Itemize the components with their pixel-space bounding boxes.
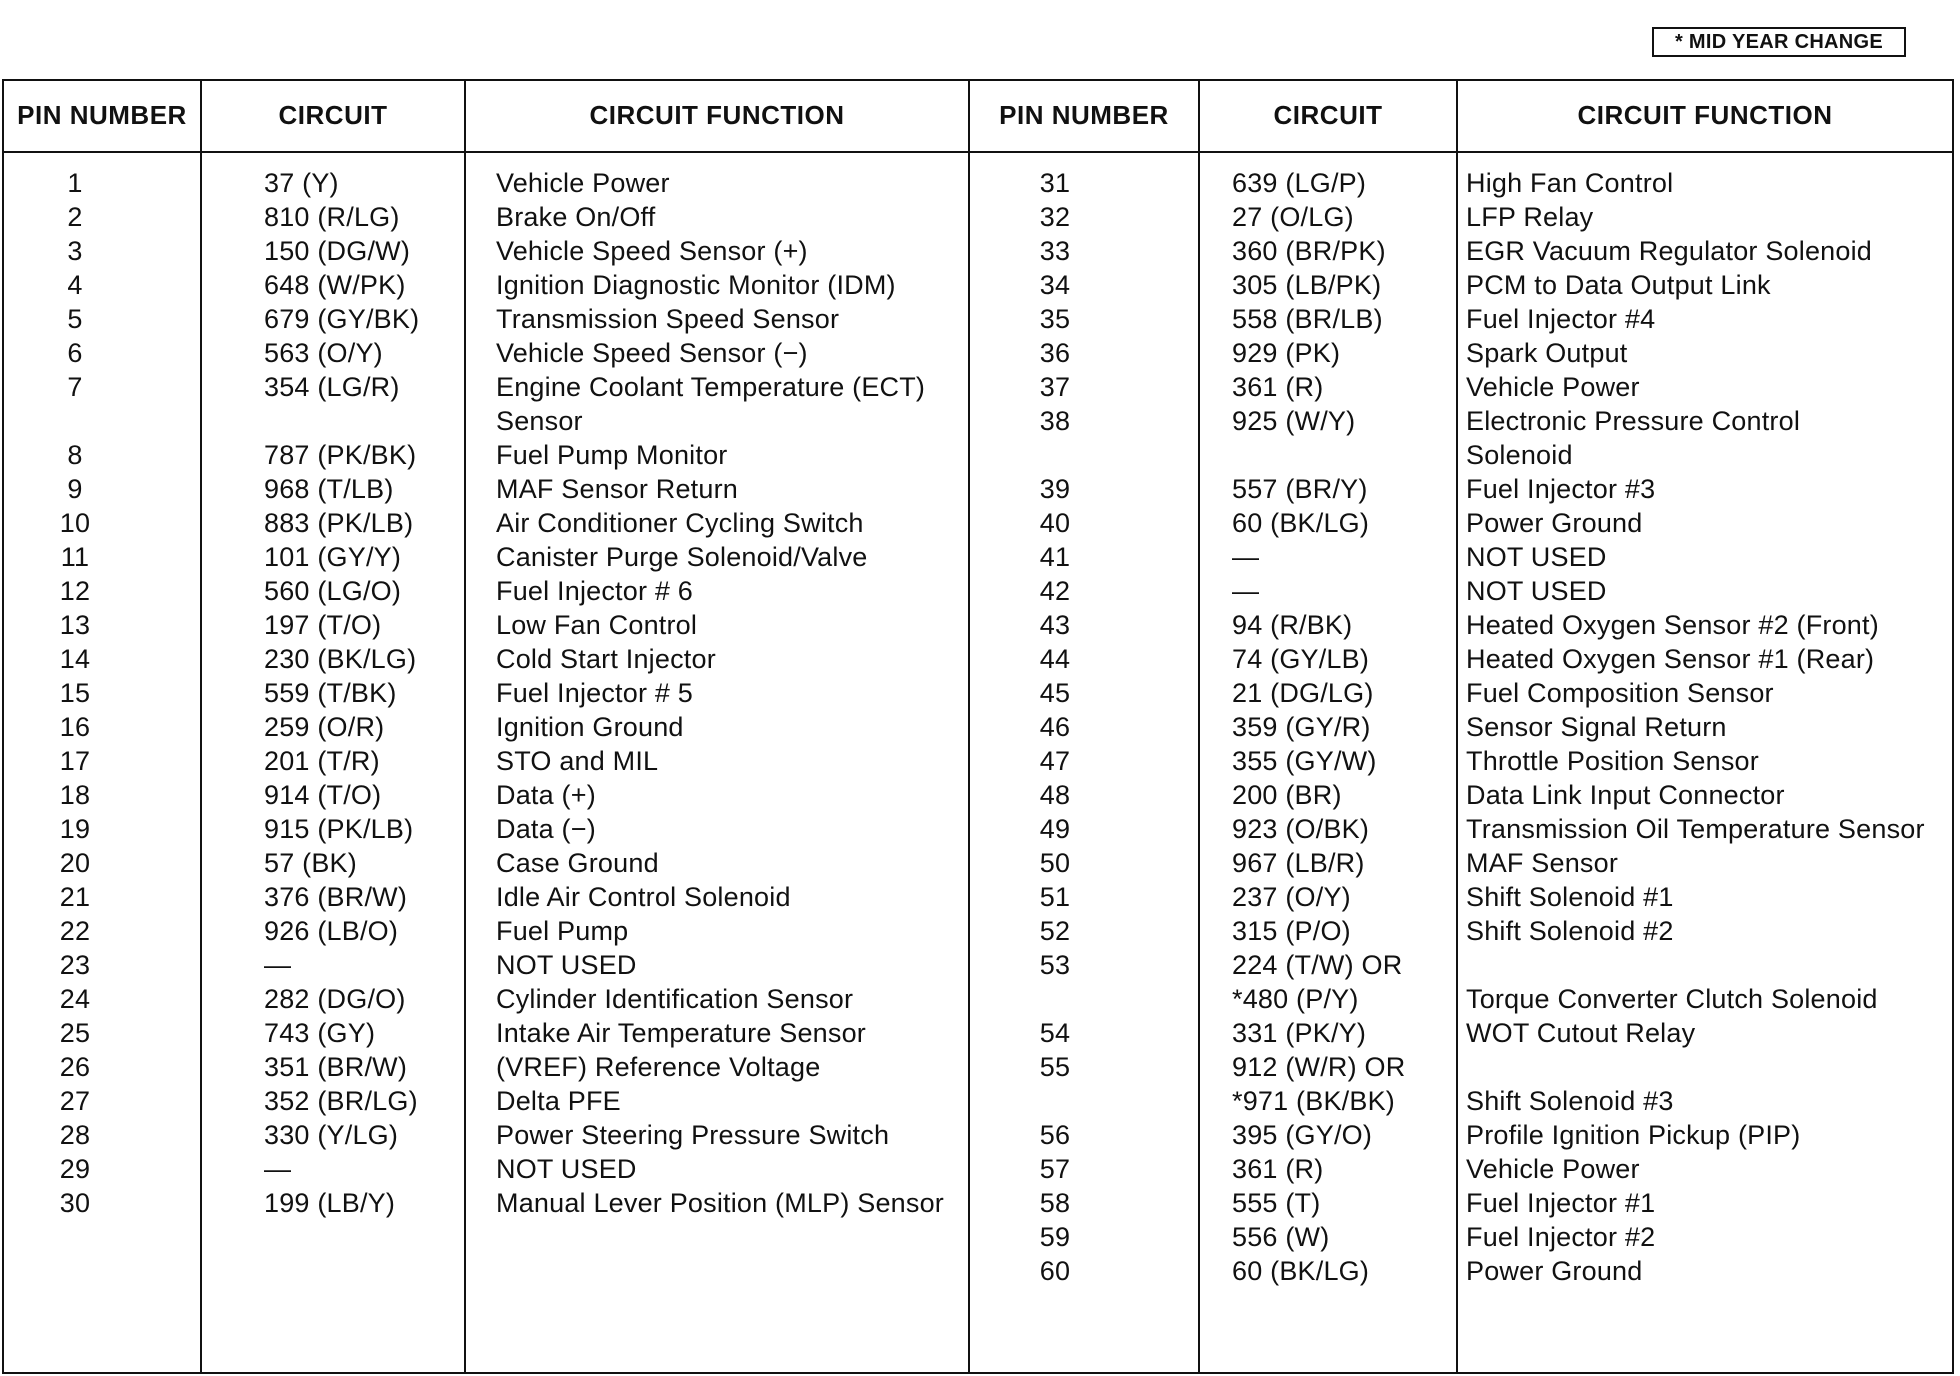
pin-number-cell: 26 (59, 1052, 91, 1082)
circuit-cell: 352 (BR/LG) (264, 1086, 418, 1116)
circuit-function-cell: MAF Sensor Return (496, 474, 738, 504)
pin-number-cell: 9 (67, 474, 83, 504)
circuit-function-cell: Case Ground (496, 848, 659, 878)
circuit-cell: 57 (BK) (264, 848, 357, 878)
pin-number-cell: 59 (1039, 1222, 1071, 1252)
circuit-cell: 94 (R/BK) (1232, 610, 1353, 640)
pin-number-cell: 50 (1039, 848, 1071, 878)
circuit-cell: 101 (GY/Y) (264, 542, 402, 572)
circuit-cell: 201 (T/R) (264, 746, 380, 776)
circuit-function-cell: Transmission Speed Sensor (496, 304, 840, 334)
circuit-cell (1232, 438, 1447, 472)
pin-number-cell: 22 (59, 916, 91, 946)
circuit-cell: 21 (DG/LG) (1232, 678, 1374, 708)
left-circuit-column (264, 166, 454, 1220)
circuit-cell: 967 (LB/R) (1232, 848, 1365, 878)
pin-number-cell: 40 (1039, 508, 1071, 538)
pin-number-cell: 38 (1039, 406, 1071, 436)
circuit-function-cell: Spark Output (1466, 338, 1628, 368)
circuit-cell: 558 (BR/LB) (1232, 304, 1383, 334)
circuit-function-cell: Torque Converter Clutch Solenoid (1466, 984, 1878, 1014)
pin-number-cell: 13 (59, 610, 91, 640)
circuit-cell: 361 (R) (1232, 1154, 1324, 1184)
circuit-function-cell: EGR Vacuum Regulator Solenoid (1466, 236, 1873, 266)
circuit-cell: 355 (GY/W) (1232, 746, 1377, 776)
pin-number-cell: 17 (59, 746, 91, 776)
circuit-cell: 230 (BK/LG) (264, 644, 417, 674)
header-circuit-right: CIRCUIT (1273, 99, 1383, 130)
circuit-function-cell (1466, 1050, 1950, 1084)
circuit-cell: 330 (Y/LG) (264, 1120, 399, 1150)
circuit-cell: 305 (LB/PK) (1232, 270, 1382, 300)
circuit-cell: 926 (LB/O) (264, 916, 399, 946)
circuit-function-cell: Data Link Input Connector (1466, 780, 1785, 810)
circuit-cell: 74 (GY/LB) (1232, 644, 1370, 674)
pin-number-cell: 41 (1039, 542, 1071, 572)
circuit-cell: 351 (BR/W) (264, 1052, 408, 1082)
circuit-function-cell: PCM to Data Output Link (1466, 270, 1771, 300)
circuit-cell: 925 (W/Y) (1232, 406, 1356, 436)
circuit-function-cell: Throttle Position Sensor (1466, 746, 1759, 776)
pin-number-cell: 3 (67, 236, 83, 266)
right-pin-column (1010, 166, 1100, 1288)
pin-number-cell: 6 (67, 338, 83, 368)
pin-number-cell: 12 (59, 576, 91, 606)
circuit-function-cell: Vehicle Power (1466, 372, 1640, 402)
circuit-cell: 331 (PK/Y) (1232, 1018, 1367, 1048)
circuit-cell: 648 (W/PK) (264, 270, 406, 300)
pin-number-cell: 37 (1039, 372, 1071, 402)
circuit-cell: 912 (W/R) OR (1232, 1052, 1406, 1082)
circuit-function-cell: Vehicle Speed Sensor (−) (496, 338, 808, 368)
header-circuit-function-left: CIRCUIT FUNCTION (589, 99, 845, 130)
circuit-function-cell: Electronic Pressure Control (1466, 406, 1801, 436)
circuit-cell: 282 (DG/O) (264, 984, 406, 1014)
pin-number-cell (30, 404, 120, 438)
circuit-cell: 37 (Y) (264, 168, 339, 198)
circuit-function-cell: Fuel Injector #2 (1466, 1222, 1656, 1252)
circuit-function-cell: Fuel Injector # 5 (496, 678, 694, 708)
circuit-cell: 237 (O/Y) (1232, 882, 1351, 912)
circuit-function-cell: Delta PFE (496, 1086, 621, 1116)
circuit-function-cell: Heated Oxygen Sensor #2 (Front) (1466, 610, 1879, 640)
circuit-function-cell: NOT USED (1466, 576, 1607, 606)
pin-number-cell: 47 (1039, 746, 1071, 776)
column-divider (968, 79, 970, 1374)
circuit-function-cell: Fuel Pump (496, 916, 629, 946)
pin-number-cell: 54 (1039, 1018, 1071, 1048)
circuit-function-cell: Brake On/Off (496, 202, 656, 232)
header-circuit-left: CIRCUIT (278, 99, 388, 130)
circuit-function-cell: WOT Cutout Relay (1466, 1018, 1696, 1048)
circuit-cell: — (264, 950, 292, 980)
circuit-cell: 923 (O/BK) (1232, 814, 1370, 844)
circuit-cell: 354 (LG/R) (264, 372, 400, 402)
pin-number-cell: 43 (1039, 610, 1071, 640)
header-divider (2, 151, 1954, 153)
pin-number-cell: 56 (1039, 1120, 1071, 1150)
circuit-cell: 199 (LB/Y) (264, 1188, 396, 1218)
circuit-cell: 259 (O/R) (264, 712, 385, 742)
column-divider (464, 79, 466, 1374)
circuit-function-cell: Fuel Injector # 6 (496, 576, 694, 606)
pin-number-cell: 10 (59, 508, 91, 538)
pin-number-cell: 29 (59, 1154, 91, 1184)
header-circuit-function-right: CIRCUIT FUNCTION (1577, 99, 1833, 130)
pin-number-cell: 16 (59, 712, 91, 742)
pin-number-cell: 45 (1039, 678, 1071, 708)
circuit-function-cell: Data (+) (496, 780, 596, 810)
column-divider (1198, 79, 1200, 1374)
pin-number-cell: 49 (1039, 814, 1071, 844)
circuit-cell: 560 (LG/O) (264, 576, 402, 606)
circuit-function-cell: Heated Oxygen Sensor #1 (Rear) (1466, 644, 1875, 674)
pin-number-cell: 53 (1039, 950, 1071, 980)
circuit-cell: 60 (BK/LG) (1232, 1256, 1370, 1286)
column-divider (1456, 79, 1458, 1374)
circuit-cell: 559 (T/BK) (264, 678, 397, 708)
circuit-function-cell: NOT USED (1466, 542, 1607, 572)
circuit-function-cell: NOT USED (496, 950, 637, 980)
circuit-cell: 743 (GY) (264, 1018, 376, 1048)
circuit-function-cell: NOT USED (496, 1154, 637, 1184)
circuit-function-cell: Profile Ignition Pickup (PIP) (1466, 1120, 1801, 1150)
circuit-function-cell: Cylinder Identification Sensor (496, 984, 854, 1014)
pin-number-cell (1010, 982, 1100, 1016)
pin-number-cell: 25 (59, 1018, 91, 1048)
circuit-function-cell: (VREF) Reference Voltage (496, 1052, 821, 1082)
pin-number-cell: 39 (1039, 474, 1071, 504)
circuit-cell: 60 (BK/LG) (1232, 508, 1370, 538)
pin-number-cell: 33 (1039, 236, 1071, 266)
circuit-function-cell: Engine Coolant Temperature (ECT) (496, 372, 926, 402)
circuit-cell: *480 (P/Y) (1232, 984, 1359, 1014)
circuit-cell (264, 404, 454, 438)
circuit-function-cell: Intake Air Temperature Sensor (496, 1018, 866, 1048)
circuit-function-cell: Shift Solenoid #3 (1466, 1086, 1674, 1116)
circuit-cell: 679 (GY/BK) (264, 304, 420, 334)
circuit-function-cell: Fuel Injector #1 (1466, 1188, 1656, 1218)
circuit-function-cell: Vehicle Speed Sensor (+) (496, 236, 808, 266)
circuit-function-cell: Ignition Ground (496, 712, 684, 742)
circuit-cell: 361 (R) (1232, 372, 1324, 402)
circuit-function-cell: Idle Air Control Solenoid (496, 882, 791, 912)
circuit-cell: 150 (DG/W) (264, 236, 411, 266)
circuit-cell: 376 (BR/W) (264, 882, 408, 912)
circuit-function-cell: High Fan Control (1466, 168, 1674, 198)
circuit-function-cell: Canister Purge Solenoid/Valve (496, 542, 868, 572)
circuit-cell: 929 (PK) (1232, 338, 1341, 368)
circuit-cell: *971 (BK/BK) (1232, 1086, 1395, 1116)
pin-number-cell: 2 (67, 202, 83, 232)
circuit-cell: 883 (PK/LB) (264, 508, 414, 538)
pin-number-cell: 4 (67, 270, 83, 300)
pin-number-cell: 5 (67, 304, 83, 334)
circuit-function-cell: Shift Solenoid #2 (1466, 916, 1674, 946)
column-divider (200, 79, 202, 1374)
circuit-cell: 200 (BR) (1232, 780, 1342, 810)
circuit-cell: 315 (P/O) (1232, 916, 1351, 946)
circuit-cell: 810 (R/LG) (264, 202, 400, 232)
pin-number-cell: 20 (59, 848, 91, 878)
pin-number-cell: 15 (59, 678, 91, 708)
circuit-cell: 557 (BR/Y) (1232, 474, 1368, 504)
circuit-function-cell (1466, 948, 1950, 982)
pin-number-cell: 7 (67, 372, 83, 402)
circuit-cell: 27 (O/LG) (1232, 202, 1354, 232)
circuit-cell: 563 (O/Y) (264, 338, 383, 368)
left-function-column (496, 166, 961, 1220)
circuit-cell: — (1232, 576, 1260, 606)
pin-number-cell: 34 (1039, 270, 1071, 300)
circuit-function-cell: Sensor Signal Return (1466, 712, 1727, 742)
circuit-cell: 224 (T/W) OR (1232, 950, 1403, 980)
circuit-function-cell: MAF Sensor (1466, 848, 1619, 878)
pin-number-cell: 42 (1039, 576, 1071, 606)
pin-number-cell: 36 (1039, 338, 1071, 368)
pin-number-cell: 18 (59, 780, 91, 810)
pin-number-cell: 58 (1039, 1188, 1071, 1218)
mid-year-change-badge: * MID YEAR CHANGE (1652, 27, 1906, 57)
circuit-cell: 556 (W) (1232, 1222, 1330, 1252)
pin-number-cell: 60 (1039, 1256, 1071, 1286)
circuit-cell: 395 (GY/O) (1232, 1120, 1373, 1150)
circuit-cell: — (1232, 542, 1260, 572)
circuit-function-cell: Fuel Injector #4 (1466, 304, 1656, 334)
right-circuit-column (1232, 166, 1447, 1288)
circuit-function-cell: Fuel Pump Monitor (496, 440, 728, 470)
circuit-function-cell: Cold Start Injector (496, 644, 716, 674)
circuit-cell: 639 (LG/P) (1232, 168, 1367, 198)
circuit-function-cell: Ignition Diagnostic Monitor (IDM) (496, 270, 896, 300)
circuit-function-cell: LFP Relay (1466, 202, 1594, 232)
pin-number-cell: 24 (59, 984, 91, 1014)
pin-number-cell: 27 (59, 1086, 91, 1116)
circuit-function-cell: Power Ground (1466, 508, 1643, 538)
circuit-function-cell: Fuel Composition Sensor (1466, 678, 1774, 708)
circuit-function-cell: Transmission Oil Temperature Sensor (1466, 814, 1925, 844)
circuit-function-cell: Data (−) (496, 814, 596, 844)
pin-number-cell: 19 (59, 814, 91, 844)
circuit-cell: 555 (T) (1232, 1188, 1321, 1218)
header-pin-number-right: PIN NUMBER (999, 99, 1169, 130)
circuit-cell: 968 (T/LB) (264, 474, 394, 504)
pin-number-cell: 30 (59, 1188, 91, 1218)
circuit-function-cell: Power Ground (1466, 1256, 1643, 1286)
pin-number-cell: 57 (1039, 1154, 1071, 1184)
pin-number-cell: 52 (1039, 916, 1071, 946)
circuit-cell: 359 (GY/R) (1232, 712, 1371, 742)
circuit-function-cell: Shift Solenoid #1 (1466, 882, 1674, 912)
circuit-cell: 787 (PK/BK) (264, 440, 417, 470)
pin-number-cell: 8 (67, 440, 83, 470)
circuit-function-cell: Vehicle Power (496, 168, 670, 198)
pin-number-cell: 14 (59, 644, 91, 674)
circuit-function-cell: Solenoid (1466, 440, 1573, 470)
pin-number-cell: 48 (1039, 780, 1071, 810)
pin-number-cell: 31 (1039, 168, 1071, 198)
circuit-function-cell: Low Fan Control (496, 610, 698, 640)
circuit-cell: — (264, 1154, 292, 1184)
circuit-function-cell: Power Steering Pressure Switch (496, 1120, 890, 1150)
left-pin-column (30, 166, 120, 1220)
circuit-cell: 360 (BR/PK) (1232, 236, 1386, 266)
pin-number-cell: 28 (59, 1120, 91, 1150)
pin-number-cell: 23 (59, 950, 91, 980)
pin-number-cell: 44 (1039, 644, 1071, 674)
pin-number-cell: 1 (67, 168, 83, 198)
header-pin-number-left: PIN NUMBER (17, 99, 187, 130)
circuit-function-cell: Sensor (496, 406, 583, 436)
circuit-cell: 915 (PK/LB) (264, 814, 414, 844)
pin-number-cell: 35 (1039, 304, 1071, 334)
circuit-cell: 914 (T/O) (264, 780, 382, 810)
pin-number-cell: 32 (1039, 202, 1071, 232)
circuit-function-cell: STO and MIL (496, 746, 659, 776)
pin-number-cell (1010, 438, 1100, 472)
pin-number-cell: 51 (1039, 882, 1071, 912)
circuit-cell: 197 (T/O) (264, 610, 382, 640)
pin-number-cell: 11 (60, 542, 90, 572)
pin-number-cell: 21 (59, 882, 91, 912)
circuit-function-cell: Air Conditioner Cycling Switch (496, 508, 864, 538)
right-function-column (1466, 166, 1950, 1288)
pin-number-cell (1010, 1084, 1100, 1118)
pin-number-cell: 46 (1039, 712, 1071, 742)
circuit-function-cell: Vehicle Power (1466, 1154, 1640, 1184)
circuit-function-cell: Fuel Injector #3 (1466, 474, 1656, 504)
pin-number-cell: 55 (1039, 1052, 1071, 1082)
circuit-function-cell: Manual Lever Position (MLP) Sensor (496, 1188, 945, 1218)
